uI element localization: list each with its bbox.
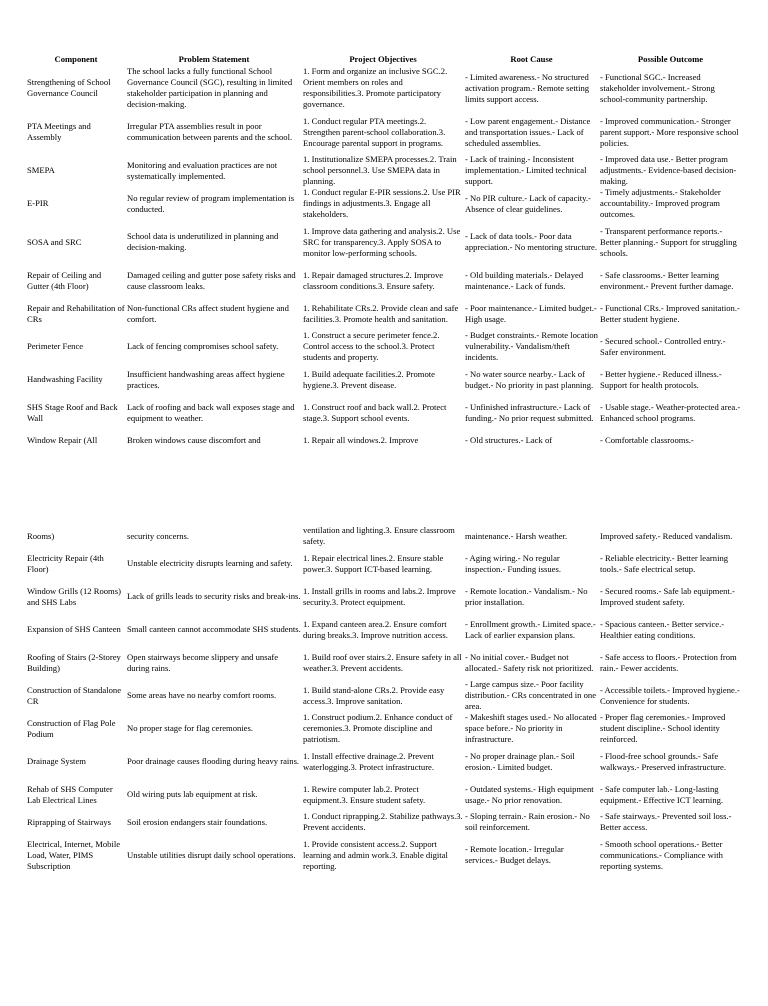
cell-outcome: - Transparent performance reports.- Better planning.- Support for struggling schools. — [600, 225, 737, 258]
cell-objectives: 1. Install effective drainage.2. Prevent waterlogging.3. Protect infrastructure. — [303, 750, 435, 772]
cell-outcome: - Safe access to floors.- Protection from rain.- Fewer accidents. — [600, 651, 737, 673]
cell-problem: Poor drainage causes flooding during heavy rains. — [127, 756, 300, 766]
cell-component: Repair of Ceiling and Gutter (4th Floor) — [27, 269, 102, 291]
cell-component: Electricity Repair (4th Floor) — [27, 552, 104, 574]
cell-objectives: 1. Repair electrical lines.2. Ensure stable power.3. Support ICT-based learning. — [303, 552, 444, 574]
cell-outcome: - Reliable electricity.- Better learning tools.- Safe electrical setup. — [600, 552, 729, 574]
table-row — [26, 264, 742, 297]
cell-root-cause: - Lack of training.- Inconsistent implementation.- Limited technical support. — [465, 154, 587, 186]
cell-component: Expansion of SHS Canteen — [27, 624, 121, 634]
cell-outcome: Improved safety.- Reduced vandalism. — [600, 530, 733, 541]
cell-component: SOSA and SRC — [27, 236, 82, 247]
cell-outcome: - Better hygiene.- Reduced illness.- Support for health protocols. — [600, 368, 722, 390]
cell-root-cause: maintenance.- Harsh weather. — [465, 530, 568, 541]
cell-component: Repair and Rehabilitation of CRs — [27, 302, 125, 324]
cell-root-cause: - No PIR culture.- Lack of capacity.- Absence of clear guidelines. — [465, 192, 591, 214]
cell-root-cause: - Large campus size.- Poor facility distribution.- CRs concentrated in one area. — [465, 679, 597, 711]
cell-root-cause: - Remote location.- Irregular services.- Budget delays. — [465, 844, 564, 865]
cell-outcome: - Improved data use.- Better program adjustments.- Evidence-based decision-making. — [600, 154, 737, 186]
cell-problem: Some areas have no nearby comfort rooms. — [127, 690, 277, 700]
cell-objectives: 1. Expand canteen area.2. Ensure comfort during breaks.3. Improve nutrition access. — [303, 618, 448, 640]
page-break-gap — [26, 451, 742, 525]
cell-root-cause: - No proper drainage plan.- Soil erosion.- Limited budget. — [465, 750, 575, 772]
cell-root-cause: - Remote location.- Vandalism.- No prior installation. — [465, 585, 588, 607]
cell-objectives: 1. Conduct regular PTA meetings.2. Strengthen parent-school collaboration.3. Encourage parental support in programs. — [303, 115, 446, 148]
table-row — [26, 613, 742, 646]
cell-objectives: 1. Improve data gathering and analysis.2. Use SRC for transparency.3. Apply SOSA to monitor low-performing schools. — [303, 225, 461, 258]
cell-root-cause: - Outdated systems.- High equipment usage.- No prior renovation. — [465, 783, 594, 805]
cell-root-cause: - Old structures.- Lack of — [465, 434, 553, 445]
cell-outcome: - Flood-free school grounds.- Safe walkways.- Preserved infrastructure. — [600, 750, 726, 772]
table-row — [26, 580, 742, 613]
cell-component: PTA Meetings and Assembly — [27, 121, 91, 142]
table-row — [26, 712, 742, 745]
cell-objectives: 1. Build adequate facilities.2. Promote hygiene.3. Prevent disease. — [303, 368, 435, 390]
cell-outcome: - Spacious canteen.- Better service.- Healthier eating conditions. — [600, 618, 725, 640]
cell-objectives: 1. Provide consistent access.2. Support learning and admin work.3. Enable digital reporting. — [303, 838, 448, 871]
table-row — [26, 396, 742, 429]
cell-component: Handwashing Facility — [27, 374, 103, 384]
cell-component: Perimeter Fence — [27, 341, 84, 351]
cell-component: Drainage System — [27, 756, 86, 766]
cell-problem: Open stairways become slippery and unsafe during rains. — [127, 651, 279, 673]
cell-problem: Small canteen cannot accommodate SHS students. — [127, 624, 301, 634]
cell-problem: No regular review of program implementation is conducted. — [127, 192, 295, 214]
cell-objectives: 1. Construct roof and back wall.2. Protect stage.3. Support school events. — [303, 401, 447, 423]
cell-root-cause: - Poor maintenance.- Limited budget.- High usage. — [465, 302, 597, 324]
cell-component: Electrical, Internet, Mobile Load, Water, PIMS Subscription — [27, 838, 121, 871]
cell-problem: Unstable electricity disrupts learning and safety. — [127, 558, 293, 568]
table-row — [26, 429, 742, 451]
cell-problem: Soil erosion endangers stair foundations. — [127, 816, 268, 827]
cell-objectives: 1. Repair all windows.2. Improve — [303, 434, 419, 445]
cell-outcome: - Usable stage.- Weather-protected area.- Enhanced school programs. — [600, 401, 741, 423]
cell-objectives: 1. Build roof over stairs.2. Ensure safety in all weather.3. Prevent accidents. — [303, 651, 462, 673]
cell-objectives: 1. Rewire computer lab.2. Protect equipment.3. Ensure student safety. — [303, 783, 426, 805]
cell-problem: The school lacks a fully functional School Governance Council (SGC), resulting in limited stakeholder participation in planning and decision-making. — [127, 66, 293, 109]
cell-component: Roofing of Stairs (2-Storey Building) — [27, 651, 121, 673]
cell-problem: Insufficient handwashing areas affect hygiene practices. — [127, 368, 285, 390]
cell-root-cause: - Old building materials.- Delayed maintenance.- Lack of funds. — [465, 269, 584, 291]
cell-root-cause: - Low parent engagement.- Distance and transportation issues.- Lack of scheduled assemblies. — [465, 115, 591, 148]
cell-objectives: ventilation and lighting.3. Ensure classroom safety. — [303, 525, 455, 546]
cell-problem: Unstable utilities disrupt daily school operations. — [127, 849, 296, 860]
document — [26, 52, 742, 877]
cell-root-cause: - Budget constraints.- Remote location vulnerability.- Vandalism/theft incidents. — [465, 330, 598, 362]
cell-problem: Lack of grills leads to security risks and break-ins. — [127, 591, 301, 601]
cell-component: Window Repair (All — [27, 434, 98, 445]
cell-objectives: 1. Institutionalize SMEPA processes.2. Train school personnel.3. Use SMEPA data in planning. — [303, 154, 457, 186]
cell-problem: Lack of fencing compromises school safety. — [127, 341, 279, 351]
cell-root-cause: - Lack of data tools.- Poor data appreciation.- No mentoring structure. — [465, 231, 597, 252]
cell-root-cause: - Unfinished infrastructure.- Lack of funding.- No prior request submitted. — [465, 401, 594, 423]
cell-outcome: - Functional SGC.- Increased stakeholder involvement.- Strong school-community partnership. — [600, 71, 715, 104]
header-component: Component — [54, 53, 98, 64]
cell-root-cause: - Aging wiring.- No regular inspection.- Funding issues. — [465, 552, 561, 574]
cell-problem: security concerns. — [127, 530, 190, 541]
cell-root-cause: - No water source nearby.- Lack of budget.- No priority in past planning. — [465, 368, 594, 390]
cell-problem: Broken windows cause discomfort and — [127, 434, 261, 445]
cell-objectives: 1. Form and organize an inclusive SGC.2. Orient members on roles and responsibilities.3. Promote participatory governance. — [303, 66, 448, 109]
cell-outcome: - Safe stairways.- Prevented soil loss.- Better access. — [600, 811, 732, 832]
cell-problem: School data is underutilized in planning and decision-making. — [127, 231, 279, 252]
cell-component: Window Grills (12 Rooms) and SHS Labs — [27, 585, 121, 607]
cell-root-cause: - Makeshift stages used.- No allocated space before.- No priority in infrastructure. — [465, 712, 597, 744]
cell-component: E-PIR — [27, 198, 49, 208]
cell-problem: Old wiring puts lab equipment at risk. — [127, 789, 258, 799]
cell-component: Construction of Standalone CR — [27, 684, 122, 706]
cell-outcome: - Smooth school operations.- Better communications.- Compliance with reporting systems. — [600, 838, 723, 871]
cell-outcome: - Safe classrooms.- Better learning environment.- Prevent further damage. — [600, 269, 734, 291]
cell-objectives: 1. Conduct regular E-PIR sessions.2. Use PIR findings in adjustments.3. Engage all stakeholders. — [303, 187, 461, 219]
cell-outcome: - Secured rooms.- Safe lab equipment.- Improved student safety. — [600, 585, 735, 607]
cell-root-cause: - No initial cover.- Budget not allocated.- Safety risk not prioritized. — [465, 651, 594, 673]
cell-component: Strengthening of School Governance Council — [27, 77, 111, 98]
cell-problem: Monitoring and evaluation practices are not systematically implemented. — [127, 159, 278, 181]
cell-outcome: - Secured school.- Controlled entry.- Safer environment. — [600, 335, 726, 357]
header-possible-outcome: Possible Outcome — [637, 53, 704, 64]
table-row — [26, 646, 742, 679]
header-root-cause: Root Cause — [510, 53, 553, 64]
table-row — [26, 330, 742, 363]
table-row — [26, 110, 742, 154]
table-row — [26, 547, 742, 580]
table-row — [26, 154, 742, 187]
cell-objectives: 1. Repair damaged structures.2. Improve classroom conditions.3. Ensure safety. — [303, 269, 444, 291]
cell-outcome: - Comfortable classrooms.- — [600, 434, 694, 445]
cell-component: SMEPA — [27, 165, 55, 175]
cell-problem: Lack of roofing and back wall exposes stage and equipment to weather. — [127, 401, 295, 423]
cell-objectives: 1. Conduct riprapping.2. Stabilize pathways.3. Prevent accidents. — [303, 811, 463, 832]
cell-problem: Irregular PTA assemblies result in poor communication between parents and the school. — [127, 121, 293, 142]
cell-component: Construction of Flag Pole Podium — [27, 717, 116, 739]
table-row — [26, 525, 742, 547]
cell-outcome: - Proper flag ceremonies.- Improved student discipline.- School identity reinforced. — [600, 712, 726, 744]
cell-component: Riprapping of Stairways — [27, 816, 112, 827]
cell-root-cause: - Sloping terrain.- Rain erosion.- No soil reinforcement. — [465, 811, 590, 832]
cell-component: SHS Stage Roof and Back Wall — [27, 401, 118, 423]
cell-objectives: 1. Construct podium.2. Enhance conduct of ceremonies.3. Promote discipline and patriotism. — [303, 712, 453, 744]
table-row — [26, 363, 742, 396]
cell-outcome: - Safe computer lab.- Long-lasting equipment.- Effective ICT learning. — [600, 783, 724, 805]
cell-root-cause: - Limited awareness.- No structured activation program.- Remote setting limits support access. — [465, 71, 590, 104]
table-row — [26, 745, 742, 778]
cell-problem: No proper stage for flag ceremonies. — [127, 723, 253, 733]
cell-component: Rehab of SHS Computer Lab Electrical Lines — [27, 783, 113, 805]
cell-problem: Non-functional CRs affect student hygiene and comfort. — [127, 302, 289, 324]
table-row — [26, 811, 742, 833]
table-row — [26, 220, 742, 264]
project-table — [26, 52, 742, 877]
cell-objectives: 1. Build stand-alone CRs.2. Provide easy access.3. Improve sanitation. — [303, 684, 445, 706]
table-row — [26, 833, 742, 877]
cell-problem: Damaged ceiling and gutter pose safety risks and cause classroom leaks. — [127, 269, 296, 291]
header-project-objectives: Project Objectives — [349, 53, 417, 64]
cell-objectives: 1. Construct a secure perimeter fence.2. Control access to the school.3. Protect students and property. — [303, 330, 440, 362]
header-problem-statement: Problem Statement — [178, 53, 250, 64]
table-row — [26, 679, 742, 712]
table-row — [26, 187, 742, 220]
cell-outcome: - Accessible toilets.- Improved hygiene.- Convenience for students. — [600, 684, 740, 706]
header-row — [26, 52, 742, 66]
table-row — [26, 66, 742, 110]
table-row — [26, 297, 742, 330]
table-row — [26, 778, 742, 811]
cell-component: Rooms) — [27, 530, 55, 541]
cell-objectives: 1. Rehabilitate CRs.2. Provide clean and safe facilities.3. Promote health and sanitation. — [303, 302, 459, 324]
cell-root-cause: - Enrollment growth.- Limited space.- Lack of earlier expansion plans. — [465, 618, 596, 640]
cell-outcome: - Timely adjustments.- Stakeholder accountability.- Improved program outcomes. — [600, 187, 721, 219]
cell-outcome: - Functional CRs.- Improved sanitation.- Better student hygiene. — [600, 302, 740, 324]
cell-objectives: 1. Install grills in rooms and labs.2. Improve security.3. Protect equipment. — [303, 585, 456, 607]
cell-outcome: - Improved communication.- Stronger parent support.- More responsive school policies. — [600, 115, 739, 148]
